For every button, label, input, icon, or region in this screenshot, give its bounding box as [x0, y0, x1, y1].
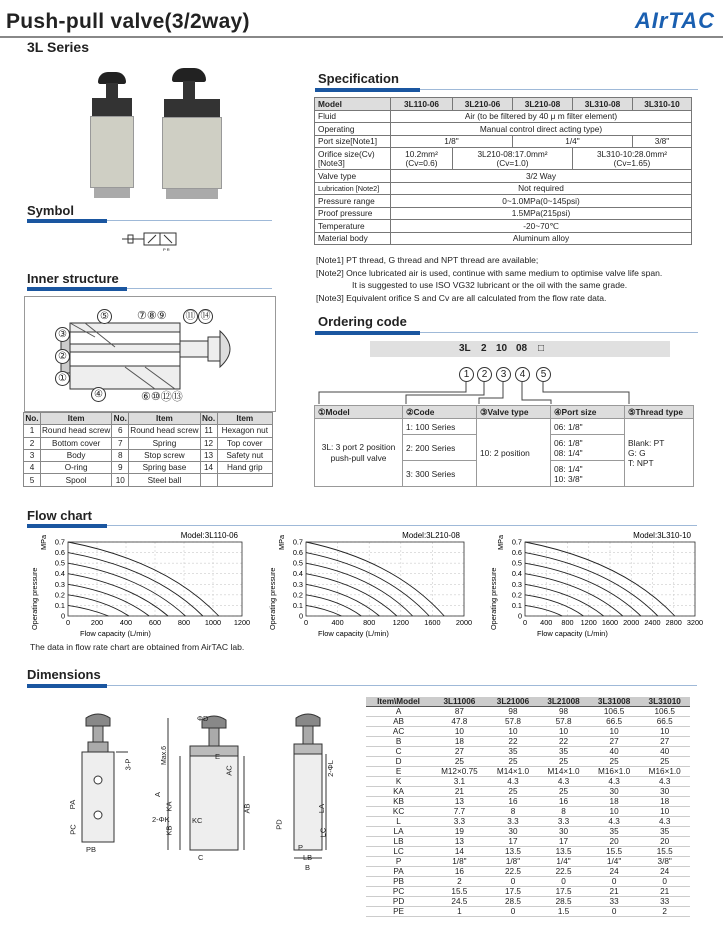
table-cell: 10: [431, 727, 488, 737]
table-cell: 28.5: [538, 897, 589, 907]
table-cell: M14×1.0: [538, 767, 589, 777]
x-axis-label: Flow capacity (L/min): [80, 629, 151, 638]
y-tick-label: 0.5: [54, 558, 65, 568]
dimension-drawing-side: [160, 710, 255, 860]
table-cell: 16: [538, 797, 589, 807]
table-cell: PC: [366, 887, 431, 897]
ordering-table: ①Model ②Code ③Valve type ④Port size ⑤Thread type 3L: 3 port 2 position push-pull valve 1: 100 Series 10: 2 position 06: 1/8" Blank: PT G: G T: NPT 2: 200 Series 06: 1/8" 08: 1/4" 3: 300 Series 08: 1/4" 10: 3/8": [314, 405, 694, 487]
y-tick-label: 0.7: [292, 537, 303, 547]
table-cell: 13: [431, 837, 488, 847]
table-cell: 66.5: [639, 717, 690, 727]
table-row: 4 O-ring 9 Spring base 14 Hand grip: [24, 462, 273, 474]
table-row: [366, 897, 690, 907]
table-row: [366, 707, 690, 717]
section-title-symbol: Symbol: [27, 203, 74, 218]
table-cell: 16: [431, 867, 488, 877]
table-cell: 98: [488, 707, 539, 717]
table-cell: 1/8": [488, 857, 539, 867]
table-row: 3 Body 8 Stop screw 13 Safety nut: [24, 449, 273, 461]
code-circle-3: 3: [496, 367, 511, 382]
table-cell: 3.1: [431, 777, 488, 787]
table-cell: 19: [431, 827, 488, 837]
table-cell: M16×1.0: [589, 767, 640, 777]
table-cell: 17: [488, 837, 539, 847]
table-cell: 4.3: [589, 817, 640, 827]
table-cell: 57.8: [538, 717, 589, 727]
table-cell: 1.5: [538, 907, 589, 917]
y-tick-label: 0.6: [292, 548, 303, 558]
table-cell: 20: [639, 837, 690, 847]
table-cell: K: [366, 777, 431, 787]
y-tick-label: 0: [60, 611, 65, 621]
table-cell: 16: [488, 797, 539, 807]
table-row: [366, 857, 690, 867]
y-tick-label: 0.2: [54, 590, 65, 600]
y-tick-label: 0.6: [511, 548, 522, 558]
series-line-0.3: [525, 584, 604, 616]
table-cell: 35: [488, 747, 539, 757]
table-cell: 4.3: [639, 817, 690, 827]
x-tick-label: 1600: [601, 618, 619, 627]
table-cell: 15.5: [639, 847, 690, 857]
series-line-0.5: [525, 563, 641, 616]
y-tick-label: 0.5: [292, 558, 303, 568]
table-cell: 24.5: [431, 897, 488, 907]
table-cell: 21: [431, 787, 488, 797]
table-cell: 25: [538, 787, 589, 797]
table-row: [366, 887, 690, 897]
callout-2: ②: [55, 349, 70, 364]
table-row: [366, 717, 690, 727]
series-line-0.1: [525, 605, 562, 616]
series-line-0.3: [306, 584, 379, 616]
series-line-0.5: [306, 563, 413, 616]
table-cell: KA: [366, 787, 431, 797]
callout-14: ⑭: [198, 309, 213, 324]
table-cell: 25: [538, 757, 589, 767]
series-line-0.7: [68, 542, 219, 616]
flow-chart-3l110: [28, 528, 253, 643]
x-tick-label: 2800: [665, 618, 682, 627]
table-cell: 3.3: [431, 817, 488, 827]
x-tick-label: 1200: [233, 618, 251, 627]
dimensions-table: Item\Model 3L11006 3L21006 3L21008 3L31008 3L31010 A 87 98 98 106.5 106.5 AB 47.8 57.8 57.8 66.5 66.5 AC 10 10 10 10 10 B 18 22 22 27 27 C 27 35 35 40 40 D 25 25 25 25 25 E M12×0.75 M14×1.0 M14×1.0 M16×1.0 M16×1.0 K 3.1 4.3 4.3 4.3 4.3 KA 21 25 25 30 30 KB 13 16 16 18 18 KC 7.7 8 8 10 10 L 3.3 3.3 3.3 4.3 4.3 LA 19 30 30 35 35 LB 13 17 17 20 20 LC 14 13.5 13.5 15.5 15.5 P 1/8" 1/8" 1/4" 1/4" 3/8" PA 16 22.5 22.5 24 24 PB 2 0 0 0 0 PC 15.5 17.5 17.5 21 21 PD 24.5 28.5 28.5 33 33 PE 1 0 1.5 0 2: [366, 697, 690, 917]
flow-chart-3l310: [487, 528, 707, 643]
table-cell: 18: [639, 797, 690, 807]
table-row: 2 Bottom cover 7 Spring 12 Top cover: [24, 437, 273, 449]
table-cell: 22.5: [488, 867, 539, 877]
flow-chart-note: The data in flow rate chart are obtained from AirTAC lab.: [30, 642, 245, 652]
table-cell: 30: [488, 827, 539, 837]
table-cell: 17: [538, 837, 589, 847]
table-cell: 10: [639, 727, 690, 737]
table-row: [366, 907, 690, 917]
x-axis-label: Flow capacity (L/min): [318, 629, 389, 638]
table-cell: 0: [488, 877, 539, 887]
table-cell: 2: [639, 907, 690, 917]
table-row: [366, 757, 690, 767]
table-row: [366, 737, 690, 747]
y-tick-label: 0.1: [54, 600, 65, 610]
table-cell: 13.5: [538, 847, 589, 857]
x-tick-label: 1200: [392, 618, 409, 627]
table-cell: PA: [366, 867, 431, 877]
table-cell: 0: [589, 907, 640, 917]
table-cell: 25: [589, 757, 640, 767]
x-tick-label: 0: [65, 618, 71, 627]
table-cell: 10: [589, 807, 640, 817]
table-cell: 3.3: [488, 817, 539, 827]
x-tick-label: 1000: [204, 618, 222, 627]
table-cell: 40: [639, 747, 690, 757]
table-cell: A: [366, 707, 431, 717]
table-row: [366, 877, 690, 887]
table-row: [366, 727, 690, 737]
table-cell: 33: [589, 897, 640, 907]
table-cell: PB: [366, 877, 431, 887]
code-circle-4: 4: [515, 367, 530, 382]
y-tick-label: 0.4: [511, 569, 522, 579]
inner-structure-diagram: [24, 296, 276, 412]
chart-title: Model:3L110-06: [180, 531, 238, 540]
x-tick-label: 400: [540, 618, 553, 627]
table-cell: 22.5: [538, 867, 589, 877]
table-cell: LA: [366, 827, 431, 837]
table-row: [366, 837, 690, 847]
table-cell: 0: [488, 907, 539, 917]
table-cell: 27: [639, 737, 690, 747]
table-row: [366, 787, 690, 797]
svg-text:P R: P R: [163, 247, 170, 252]
table-row: [366, 867, 690, 877]
callout-11: ⑪: [183, 309, 198, 324]
table-cell: 30: [538, 827, 589, 837]
x-tick-label: 2400: [644, 618, 661, 627]
y-tick-label: 0: [517, 611, 522, 621]
y-axis-label: Operating pressure: [489, 567, 498, 630]
page-title: Push-pull valve(3/2way): [6, 10, 250, 33]
x-tick-label: 400: [331, 618, 344, 627]
table-cell: 13.5: [488, 847, 539, 857]
table-cell: 27: [589, 737, 640, 747]
table-cell: M12×0.75: [431, 767, 488, 777]
table-cell: 21: [639, 887, 690, 897]
table-cell: B: [366, 737, 431, 747]
table-cell: KB: [366, 797, 431, 807]
table-row: [366, 777, 690, 787]
table-cell: 25: [488, 757, 539, 767]
table-cell: 57.8: [488, 717, 539, 727]
y-tick-label: 0.2: [292, 590, 303, 600]
table-cell: 24: [639, 867, 690, 877]
x-tick-label: 0: [522, 618, 528, 627]
table-row: [366, 827, 690, 837]
table-cell: 10: [538, 727, 589, 737]
table-cell: 87: [431, 707, 488, 717]
table-cell: 18: [431, 737, 488, 747]
table-cell: 8: [488, 807, 539, 817]
table-cell: 27: [431, 747, 488, 757]
table-cell: 2: [431, 877, 488, 887]
x-tick-label: 400: [119, 618, 133, 627]
callout-1: ①: [55, 371, 70, 386]
valve-symbol-icon: [118, 230, 184, 252]
table-cell: 14: [431, 847, 488, 857]
y-axis-unit: MPa: [277, 534, 286, 550]
section-title-ordering-code: Ordering code: [318, 314, 407, 329]
table-cell: M14×1.0: [488, 767, 539, 777]
y-tick-label: 0.4: [292, 569, 303, 579]
table-row: [366, 817, 690, 827]
table-cell: 4.3: [538, 777, 589, 787]
series-label: 3L Series: [27, 39, 90, 55]
section-title-dimensions: Dimensions: [27, 667, 101, 682]
series-line-0.1: [68, 605, 109, 616]
x-tick-label: 200: [90, 618, 104, 627]
section-title-specification: Specification: [318, 71, 399, 86]
table-cell: 35: [639, 827, 690, 837]
table-cell: M16×1.0: [639, 767, 690, 777]
table-cell: 30: [589, 787, 640, 797]
table-row: [366, 847, 690, 857]
product-photo-large: [158, 68, 228, 202]
table-cell: 66.5: [589, 717, 640, 727]
parts-table: No. Item No. Item No. Item 1 Round head screw 6 Round head screw 11 Hexagon nut 2 Bottom cover 7 Spring 12 Top cover 3 Body 8 Stop screw 13 Safety nut 4 O-ring 9 Spring base 14 Hand grip 5 Spool 10 Steel ball: [23, 412, 273, 487]
table-cell: 0: [639, 877, 690, 887]
table-cell: AC: [366, 727, 431, 737]
table-cell: 22: [538, 737, 589, 747]
series-line-0.1: [306, 605, 342, 616]
table-cell: 18: [589, 797, 640, 807]
airtac-logo: AIrTAC: [634, 8, 715, 33]
table-cell: 98: [538, 707, 589, 717]
y-tick-label: 0.1: [292, 600, 303, 610]
table-row: [366, 747, 690, 757]
section-title-inner-structure: Inner structure: [27, 271, 119, 286]
callout-4: ④: [91, 387, 106, 402]
table-cell: 25: [431, 757, 488, 767]
y-tick-label: 0.3: [54, 579, 65, 589]
table-cell: 25: [488, 787, 539, 797]
table-cell: 21: [589, 887, 640, 897]
y-axis-unit: MPa: [39, 534, 48, 550]
y-tick-label: 0.5: [511, 558, 522, 568]
table-cell: 1/4": [589, 857, 640, 867]
table-cell: AB: [366, 717, 431, 727]
ordering-leader-lines: [314, 382, 704, 406]
chart-title: Model:3L210-08: [402, 531, 460, 540]
table-cell: 106.5: [589, 707, 640, 717]
table-cell: 1: [431, 907, 488, 917]
table-cell: 25: [639, 757, 690, 767]
y-tick-label: 0.6: [54, 548, 65, 558]
table-cell: C: [366, 747, 431, 757]
callout-7-8-9: ⑦⑧⑨: [137, 310, 167, 322]
x-tick-label: 1200: [580, 618, 597, 627]
y-tick-label: 0.7: [511, 537, 522, 547]
y-axis-label: Operating pressure: [268, 567, 277, 630]
x-tick-label: 2000: [623, 618, 640, 627]
table-cell: 24: [589, 867, 640, 877]
table-cell: 22: [488, 737, 539, 747]
table-cell: 20: [589, 837, 640, 847]
table-cell: 0: [589, 877, 640, 887]
x-tick-label: 800: [561, 618, 574, 627]
table-cell: 15.5: [589, 847, 640, 857]
table-cell: PE: [366, 907, 431, 917]
table-row: [366, 797, 690, 807]
x-tick-label: 800: [177, 618, 191, 627]
y-tick-label: 0.7: [54, 537, 65, 547]
table-cell: D: [366, 757, 431, 767]
spec-notes: [Note1] PT thread, G thread and NPT thread are available; [Note2] Once lubricated air is used, continue with same medium to optimise valve life span. It is suggested to use ISO VG32 lubricant or the oil with the same grade. [Note3] Equivalent orifice S and Cv are all calculated from the flow rate data.: [316, 255, 663, 303]
y-tick-label: 0: [298, 611, 303, 621]
y-axis-label: Operating pressure: [30, 567, 39, 630]
y-tick-label: 0.3: [292, 579, 303, 589]
code-circle-2: 2: [477, 367, 492, 382]
table-cell: PD: [366, 897, 431, 907]
table-cell: 28.5: [488, 897, 539, 907]
callout-6-10-12-13: ⑥⑩⑫⑬: [141, 391, 183, 403]
table-cell: 10: [589, 727, 640, 737]
table-row: 5 Spool 10 Steel ball: [24, 474, 273, 486]
y-tick-label: 0.2: [511, 590, 522, 600]
table-cell: E: [366, 767, 431, 777]
table-cell: 10: [639, 807, 690, 817]
table-row: 1 Round head screw 6 Round head screw 11 Hexagon nut: [24, 425, 273, 437]
table-cell: 1/8": [431, 857, 488, 867]
x-tick-label: 600: [148, 618, 162, 627]
product-photo-small: [82, 72, 142, 202]
chart-title: Model:3L310-10: [633, 531, 691, 540]
header-divider: [0, 36, 723, 38]
table-cell: 17.5: [488, 887, 539, 897]
table-cell: 4.3: [488, 777, 539, 787]
table-cell: LC: [366, 847, 431, 857]
table-cell: 4.3: [639, 777, 690, 787]
table-cell: 40: [589, 747, 640, 757]
code-circle-5: 5: [536, 367, 551, 382]
table-cell: P: [366, 857, 431, 867]
series-line-0.5: [68, 563, 185, 616]
table-cell: 0: [538, 877, 589, 887]
table-cell: 15.5: [431, 887, 488, 897]
table-cell: 8: [538, 807, 589, 817]
table-cell: 1/4": [538, 857, 589, 867]
ordering-code-bar: 3L 2 10 08 □: [370, 341, 670, 357]
table-cell: 4.3: [589, 777, 640, 787]
table-row: [366, 807, 690, 817]
table-cell: L: [366, 817, 431, 827]
table-cell: 13: [431, 797, 488, 807]
table-cell: 3.3: [538, 817, 589, 827]
x-tick-label: 2000: [455, 618, 473, 627]
x-axis-label: Flow capacity (L/min): [537, 629, 608, 638]
dimension-drawing-back: [280, 710, 350, 865]
table-cell: LB: [366, 837, 431, 847]
y-tick-label: 0.1: [511, 600, 522, 610]
table-cell: 10: [488, 727, 539, 737]
series-line-0.3: [68, 584, 149, 616]
x-tick-label: 3200: [686, 618, 704, 627]
specification-table: Model 3L110-06 3L210-06 3L210-08 3L310-08 3L310-10 Fluid Air (to be filtered by 40 μ m filter element) Operating Manual control direct acting type) Port size[Note1] 1/8" 1/4" 3/8" Orifice size(Cv) [Note3] 10.2mm² (Cv=0.6) 3L210-08:17.0mm² (Cv=1.0) 3L310-10:28.0mm² (Cv=1.65) Valve type 3/2 Way Lubrication [Note2] Not required Pressure range 0~1.0MPa(0~145psi) Proof pressure 1.5MPa(215psi) Temperature -20~70℃ Material body Aluminum alloy: [314, 97, 692, 245]
x-tick-label: 1600: [424, 618, 441, 627]
table-cell: 17.5: [538, 887, 589, 897]
table-cell: 7.7: [431, 807, 488, 817]
y-tick-label: 0.4: [54, 569, 65, 579]
x-tick-label: 0: [303, 618, 309, 627]
dimension-drawing-front: [60, 710, 140, 860]
table-cell: 35: [538, 747, 589, 757]
table-cell: 47.8: [431, 717, 488, 727]
callout-5: ⑤: [97, 309, 112, 324]
flow-chart-3l210: [266, 528, 476, 643]
y-axis-unit: MPa: [496, 534, 505, 550]
series-line-0.7: [306, 542, 444, 616]
x-tick-label: 800: [363, 618, 376, 627]
table-row: [366, 767, 690, 777]
table-cell: 30: [639, 787, 690, 797]
table-cell: KC: [366, 807, 431, 817]
table-cell: 106.5: [639, 707, 690, 717]
table-cell: 3/8": [639, 857, 690, 867]
section-title-flow-chart: Flow chart: [27, 508, 93, 523]
table-cell: 33: [639, 897, 690, 907]
callout-3: ③: [55, 327, 70, 342]
y-tick-label: 0.3: [511, 579, 522, 589]
table-cell: 35: [589, 827, 640, 837]
code-circle-1: 1: [459, 367, 474, 382]
